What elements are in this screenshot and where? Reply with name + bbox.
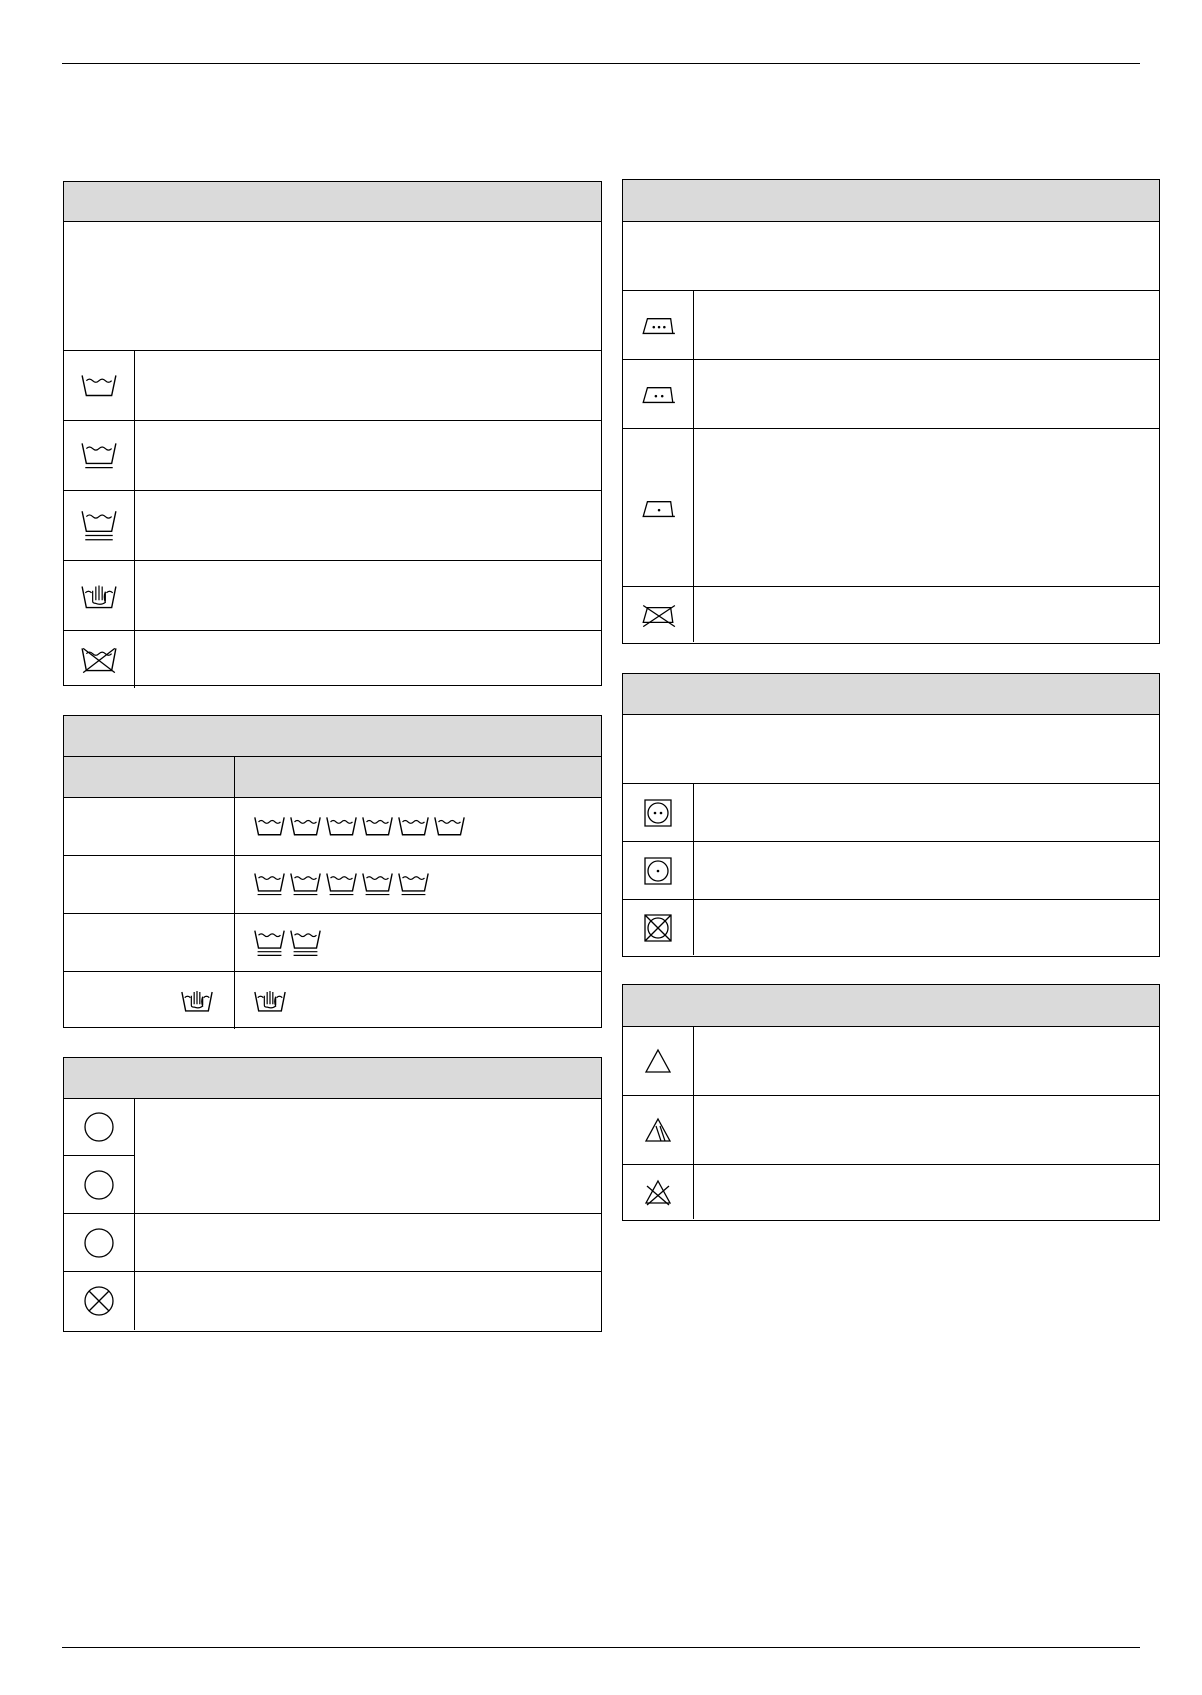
programs-row-symbols bbox=[235, 856, 601, 913]
wash-tub-one-bar-icon bbox=[361, 870, 394, 899]
circle-icon bbox=[64, 1214, 135, 1271]
ironing-row bbox=[623, 291, 1159, 360]
hand-wash-icon bbox=[180, 986, 214, 1015]
circle-icon bbox=[64, 1156, 134, 1213]
programs-row bbox=[64, 798, 601, 856]
wash-tub-one-bar-icon bbox=[289, 870, 322, 899]
programs-row bbox=[64, 972, 601, 1029]
washing-row bbox=[64, 491, 601, 561]
tumble-drying-row-text bbox=[694, 784, 1159, 841]
programs-row-label bbox=[64, 856, 235, 913]
ironing-row bbox=[623, 429, 1159, 587]
ironing-row-text bbox=[694, 360, 1159, 428]
wash-tub-two-bars-icon bbox=[64, 491, 135, 560]
dry-cleaning-merged-icons bbox=[64, 1099, 135, 1213]
hand-wash-icon bbox=[253, 986, 287, 1015]
dry-cleaning-row-text bbox=[135, 1099, 601, 1213]
wash-tub-icon bbox=[361, 814, 394, 839]
programs-row bbox=[64, 856, 601, 914]
tumble-dry-one-dot-icon bbox=[623, 842, 694, 899]
tumble-drying-row-text bbox=[694, 842, 1159, 899]
washing-row bbox=[64, 631, 601, 688]
washing-row-text bbox=[135, 561, 601, 630]
washing-row bbox=[64, 351, 601, 421]
bleach-triangle-icon bbox=[623, 1027, 694, 1095]
non-chlorine-bleach-icon bbox=[623, 1096, 694, 1164]
ironing-header bbox=[623, 180, 1159, 222]
tumble-drying-panel bbox=[622, 673, 1160, 957]
dry-cleaning-row bbox=[64, 1214, 601, 1272]
ironing-intro bbox=[623, 222, 1159, 291]
programs-column-headers bbox=[64, 757, 601, 798]
bleaching-panel bbox=[622, 984, 1160, 1221]
washing-row bbox=[64, 561, 601, 631]
wash-tub-icon bbox=[64, 351, 135, 420]
hand-wash-icon bbox=[64, 561, 135, 630]
do-not-iron-icon bbox=[623, 587, 694, 642]
dry-cleaning-row-text bbox=[135, 1272, 601, 1330]
tumble-drying-header bbox=[623, 674, 1159, 715]
wash-tub-one-bar-icon bbox=[397, 870, 430, 899]
circle-icon bbox=[64, 1099, 134, 1156]
dry-cleaning-panel bbox=[63, 1057, 602, 1332]
bleaching-row-text bbox=[694, 1096, 1159, 1164]
programs-header bbox=[64, 716, 601, 757]
ironing-row-text bbox=[694, 429, 1159, 586]
tumble-drying-row bbox=[623, 842, 1159, 900]
do-not-wash-icon bbox=[64, 631, 135, 688]
washing-intro bbox=[64, 222, 601, 351]
iron-three-dots-icon bbox=[623, 291, 694, 359]
wash-tub-icon bbox=[397, 814, 430, 839]
programs-row-label bbox=[64, 914, 235, 971]
programs-row-symbols bbox=[235, 972, 601, 1029]
washing-row-text bbox=[135, 421, 601, 490]
programs-row-symbols bbox=[235, 798, 601, 855]
washing-row-text bbox=[135, 351, 601, 420]
bleaching-row bbox=[623, 1165, 1159, 1219]
tumble-drying-row bbox=[623, 784, 1159, 842]
do-not-tumble-dry-icon bbox=[623, 900, 694, 955]
iron-one-dot-icon bbox=[623, 429, 694, 586]
dry-cleaning-merged-row bbox=[64, 1099, 601, 1214]
programs-col2-header bbox=[235, 757, 601, 797]
wash-tub-one-bar-icon bbox=[325, 870, 358, 899]
ironing-row bbox=[623, 360, 1159, 429]
washing-row bbox=[64, 421, 601, 491]
tumble-dry-two-dots-icon bbox=[623, 784, 694, 841]
washing-row-text bbox=[135, 491, 601, 560]
dry-cleaning-header bbox=[64, 1058, 601, 1099]
iron-two-dots-icon bbox=[623, 360, 694, 428]
programs-col1-header bbox=[64, 757, 235, 797]
programs-panel bbox=[63, 715, 602, 1028]
washing-panel bbox=[63, 181, 602, 686]
programs-row-label bbox=[64, 798, 235, 855]
bleaching-row-text bbox=[694, 1027, 1159, 1095]
programs-row bbox=[64, 914, 601, 972]
bottom-rule bbox=[62, 1647, 1140, 1648]
wash-tub-one-bar-icon bbox=[64, 421, 135, 490]
dry-cleaning-row bbox=[64, 1272, 601, 1330]
bleaching-row bbox=[623, 1096, 1159, 1165]
ironing-row-text bbox=[694, 291, 1159, 359]
wash-tub-icon bbox=[433, 814, 466, 839]
tumble-drying-intro bbox=[623, 715, 1159, 784]
wash-tub-icon bbox=[325, 814, 358, 839]
do-not-dry-clean-icon bbox=[64, 1272, 135, 1330]
programs-row-label-cell bbox=[64, 972, 235, 1029]
wash-tub-icon bbox=[289, 814, 322, 839]
do-not-bleach-icon bbox=[623, 1165, 694, 1219]
bleaching-row bbox=[623, 1027, 1159, 1096]
programs-row-symbols bbox=[235, 914, 601, 971]
top-rule bbox=[62, 63, 1140, 64]
bleaching-header bbox=[623, 985, 1159, 1027]
ironing-row bbox=[623, 587, 1159, 642]
tumble-drying-row-text bbox=[694, 900, 1159, 955]
tumble-drying-row bbox=[623, 900, 1159, 955]
wash-tub-one-bar-icon bbox=[253, 870, 286, 899]
washing-header bbox=[64, 182, 601, 222]
wash-tub-two-bars-icon bbox=[253, 927, 286, 959]
ironing-panel bbox=[622, 179, 1160, 644]
wash-tub-icon bbox=[253, 814, 286, 839]
washing-row-text bbox=[135, 631, 601, 688]
dry-cleaning-row-text bbox=[135, 1214, 601, 1271]
wash-tub-two-bars-icon bbox=[289, 927, 322, 959]
ironing-row-text bbox=[694, 587, 1159, 642]
bleaching-row-text bbox=[694, 1165, 1159, 1219]
